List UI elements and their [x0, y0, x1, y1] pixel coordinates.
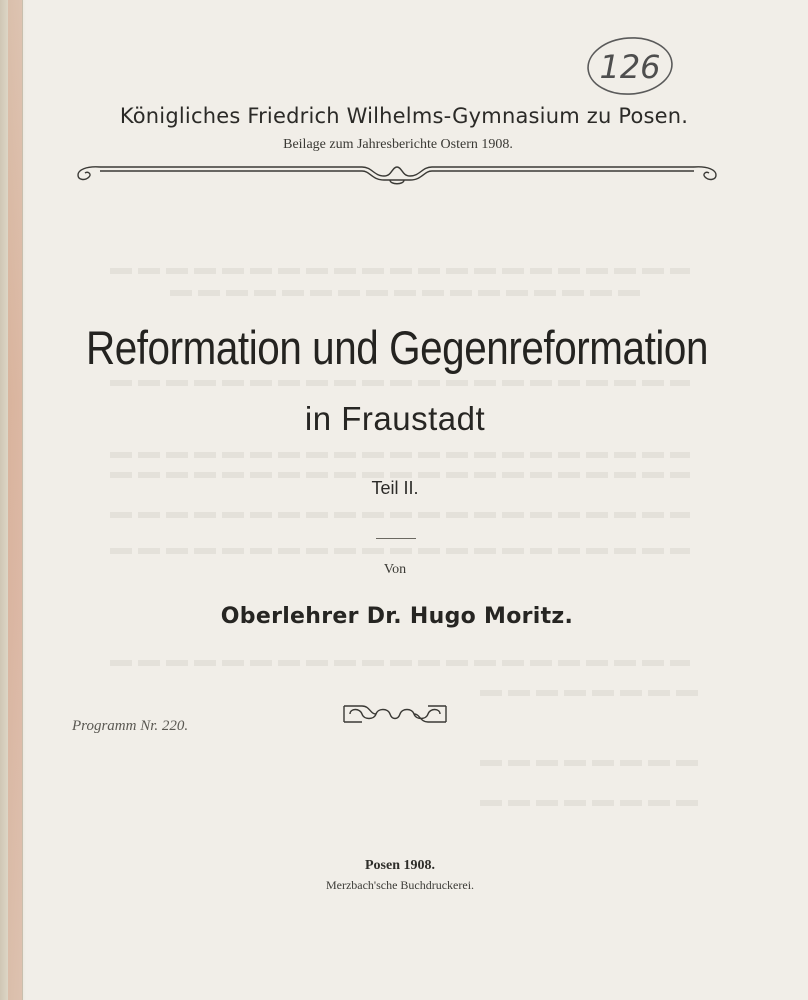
- title-subtitle: in Fraustadt: [304, 400, 486, 437]
- bleed-through: [480, 690, 700, 696]
- bleed-through: [110, 548, 690, 554]
- header-ornament: [72, 158, 722, 188]
- bleed-through: [170, 290, 640, 296]
- handwritten-circled-number: [584, 34, 676, 98]
- program-number: Programm Nr. 220.: [72, 718, 189, 734]
- part-label: Teil II.: [371, 478, 419, 498]
- bleed-through: [110, 512, 690, 518]
- bleed-through: [480, 800, 700, 806]
- bleed-through: [110, 380, 690, 386]
- bleed-through: [480, 760, 700, 766]
- annual-report-supplement: Beilage zum Jahresberichte Ostern 1908.: [283, 137, 513, 152]
- school-name: Königliches Friedrich Wilhelms-Gymnasium zu Posen.: [119, 104, 689, 128]
- by-label: Von: [383, 562, 407, 577]
- short-divider: [376, 538, 416, 539]
- bleed-through: [110, 660, 690, 666]
- imprint-place-year: Posen 1908.: [365, 858, 435, 873]
- imprint-printer: Merzbach'sche Buchdruckerei.: [325, 878, 475, 892]
- bleed-through: [110, 452, 690, 458]
- title-main: Reformation und Gegenreformation: [85, 321, 709, 374]
- author-name: Oberlehrer Dr. Hugo Moritz.: [220, 604, 574, 629]
- handwritten-number-text: 126: [599, 48, 661, 86]
- bleed-through: [110, 268, 690, 274]
- center-ornament: [340, 702, 450, 726]
